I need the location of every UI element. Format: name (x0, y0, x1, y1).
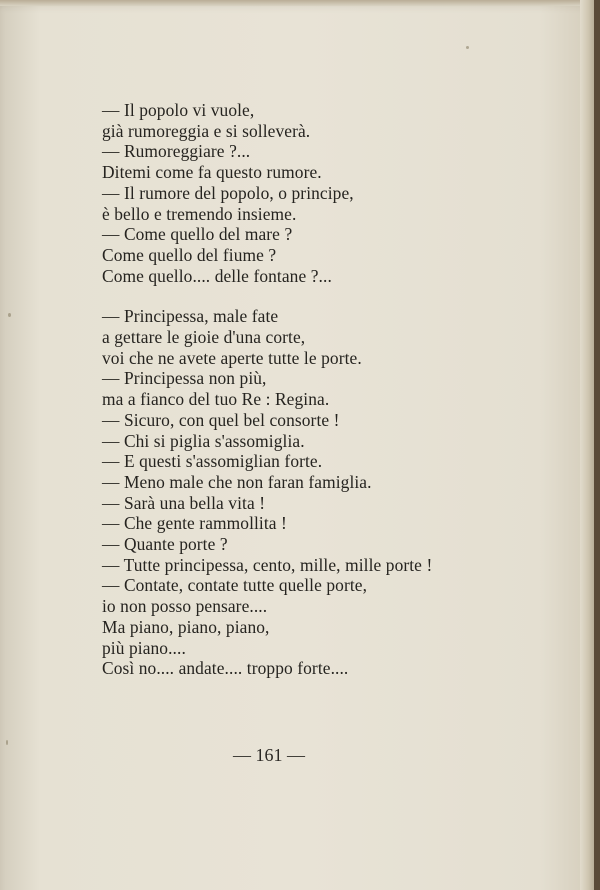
poem-line: io non posso pensare.... (102, 596, 268, 617)
stanza-2 (102, 306, 572, 679)
poem-line: — Quante porte ? (102, 534, 228, 555)
poem-line: — Rumoreggiare ?... (102, 141, 251, 162)
poem-line: — Principessa, male fate (102, 306, 279, 327)
poem-line: — Sarà una bella vita ! (102, 492, 266, 513)
poem-line: — Il popolo vi vuole, (102, 100, 255, 120)
poem-line: — Contate, contate tutte quelle porte, (102, 575, 368, 596)
poem-line: — Principessa non più, (102, 368, 267, 389)
poem-line: — Chi si piglia s'assomiglia. (102, 430, 305, 451)
paper-speck (6, 740, 8, 745)
poem-line: — Tutte principessa, cento, mille, mille porte ! (102, 554, 433, 575)
poem-line: Ditemi come fa questo rumore. (102, 162, 322, 183)
poem-line: — Sicuro, con quel bel consorte ! (102, 409, 340, 430)
poem-line: — E questi s'assomiglian forte. (102, 451, 323, 472)
poem-line: Come quello.... delle fontane ?... (102, 265, 332, 286)
poem-line: Così no.... andate.... troppo forte.... (102, 658, 349, 679)
stanza-1 (102, 100, 572, 286)
page-right-edge (580, 0, 594, 890)
poem-line: è bello e tremendo insieme. (102, 203, 297, 224)
paper-speck (8, 313, 11, 317)
poem-text (102, 100, 572, 679)
poem-line: più piano.... (102, 637, 186, 658)
poem-line: — Meno male che non faran famiglia. (102, 471, 372, 492)
poem-line: Come quello del fiume ? (102, 244, 277, 265)
poem-line: — Come quello del mare ? (102, 224, 293, 245)
poem-line: ma a fianco del tuo Re : Regina. (102, 389, 330, 410)
poem-line: — Che gente rammollita ! (102, 513, 287, 534)
page-number: — 161 — (233, 745, 305, 765)
poem-line: già rumoreggia e si solleverà. (102, 120, 311, 141)
poem-line: — Il rumore del popolo, o principe, (102, 182, 354, 203)
paper-speck (466, 46, 469, 49)
poem-line: a gettare le gioie d'una corte, (102, 327, 306, 348)
poem-line: voi che ne avete aperte tutte le porte. (102, 347, 362, 368)
page-top-edge (0, 0, 594, 6)
stanza-break (102, 286, 572, 306)
poem-line: Ma piano, piano, piano, (102, 616, 270, 637)
